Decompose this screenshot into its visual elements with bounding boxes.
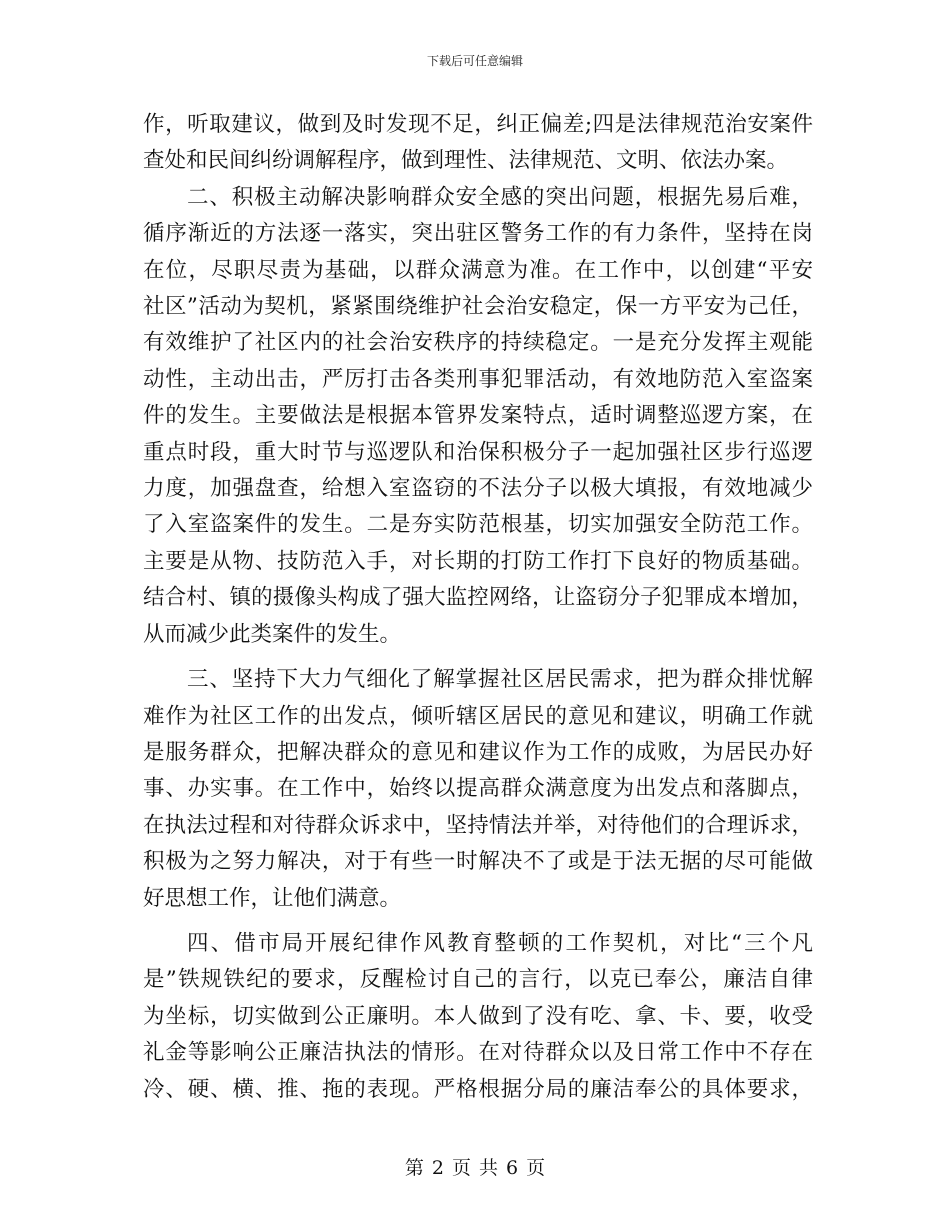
text-line: 是服务群众，把解决群众的意见和建议作为工作的成败，为居民办好 xyxy=(143,739,813,765)
text-line: 好思想工作，让他们满意。 xyxy=(143,885,402,911)
text-line: 积极为之努力解决，对于有些一时解决不了或是于法无据的尽可能做 xyxy=(143,849,813,875)
text-line: 事、办实事。在工作中，始终以提高群众满意度为出发点和落脚点， xyxy=(143,776,813,802)
text-line: 为坐标，切实做到公正廉明。本人做到了没有吃、拿、卡、要，收受 xyxy=(143,1003,813,1029)
text-line: 二、积极主动解决影响群众安全感的突出问题，根据先易后难， xyxy=(187,184,813,210)
text-line: 重点时段，重大时节与巡逻队和治保积极分子一起加强社区步行巡逻 xyxy=(143,439,813,465)
page-header: 下载后可任意编辑 xyxy=(426,54,523,68)
text-line: 从而减少此类案件的发生。 xyxy=(143,621,402,647)
document-body xyxy=(143,107,813,1108)
current-page-number: 2 xyxy=(431,1157,444,1179)
text-line: 结合村、镇的摄像头构成了强大监控网络，让盗窃分子犯罪成本增加， xyxy=(143,585,813,611)
paragraph xyxy=(143,926,813,1108)
text-line: 是”铁规铁纪的要求，反醒检讨自己的言行，以克已奉公，廉洁自律 xyxy=(143,967,813,993)
text-line: 四、借市局开展纪律作风教育整顿的工作契机，对比“三个凡 xyxy=(187,930,813,956)
footer-total-word: 共 xyxy=(479,1157,499,1179)
text-line: 三、坚持下大力气细化了解掌握社区居民需求，把为群众排忧解 xyxy=(187,667,813,693)
footer-page-word: 页 xyxy=(451,1157,471,1179)
paragraph xyxy=(143,180,813,653)
text-line: 礼金等影响公正廉洁执法的情形。在对待群众以及日常工作中不存在 xyxy=(143,1040,813,1066)
text-line: 件的发生。主要做法是根据本管界发案特点，适时调整巡逻方案，在 xyxy=(143,403,813,429)
text-line: 查处和民间纠纷调解程序，做到理性、法律规范、文明、依法办案。 xyxy=(143,148,789,174)
text-line: 主要是从物、技防范入手，对长期的打防工作打下良好的物质基础。 xyxy=(143,548,813,574)
paragraph xyxy=(143,107,813,180)
text-line: 有效维护了社区内的社会治安秩序的持续稳定。一是充分发挥主观能 xyxy=(143,330,813,356)
text-line: 难作为社区工作的出发点，倾听辖区居民的意见和建议，明确工作就 xyxy=(143,703,813,729)
total-page-number: 6 xyxy=(506,1157,519,1179)
footer-suffix: 页 xyxy=(526,1157,546,1179)
text-line: 循序渐近的方法逐一落实，突出驻区警务工作的有力条件，坚持在岗 xyxy=(143,221,813,247)
paragraph xyxy=(143,662,813,917)
text-line: 冷、硬、横、推、拖的表现。严格根据分局的廉洁奉公的具体要求， xyxy=(143,1076,813,1102)
text-line: 社区”活动为契机，紧紧围绕维护社会治安稳定，保一方平安为己任， xyxy=(143,294,813,320)
footer-prefix: 第 xyxy=(404,1157,424,1179)
text-line: 作，听取建议，做到及时发现不足，纠正偏差;四是法律规范治安案件 xyxy=(143,112,813,137)
text-line: 在执法过程和对待群众诉求中，坚持情法并举，对待他们的合理诉求， xyxy=(143,812,813,838)
text-line: 动性，主动出击，严厉打击各类刑事犯罪活动，有效地防范入室盗案 xyxy=(143,366,813,392)
text-line: 了入室盗案件的发生。二是夯实防范根基，切实加强安全防范工作。 xyxy=(143,512,813,538)
text-line: 力度，加强盘查，给想入室盗窃的不法分子以极大填报，有效地减少 xyxy=(143,476,813,502)
page-footer xyxy=(0,1153,950,1180)
text-line: 在位，尽职尽责为基础，以群众满意为准。在工作中，以创建“平安 xyxy=(143,257,813,283)
